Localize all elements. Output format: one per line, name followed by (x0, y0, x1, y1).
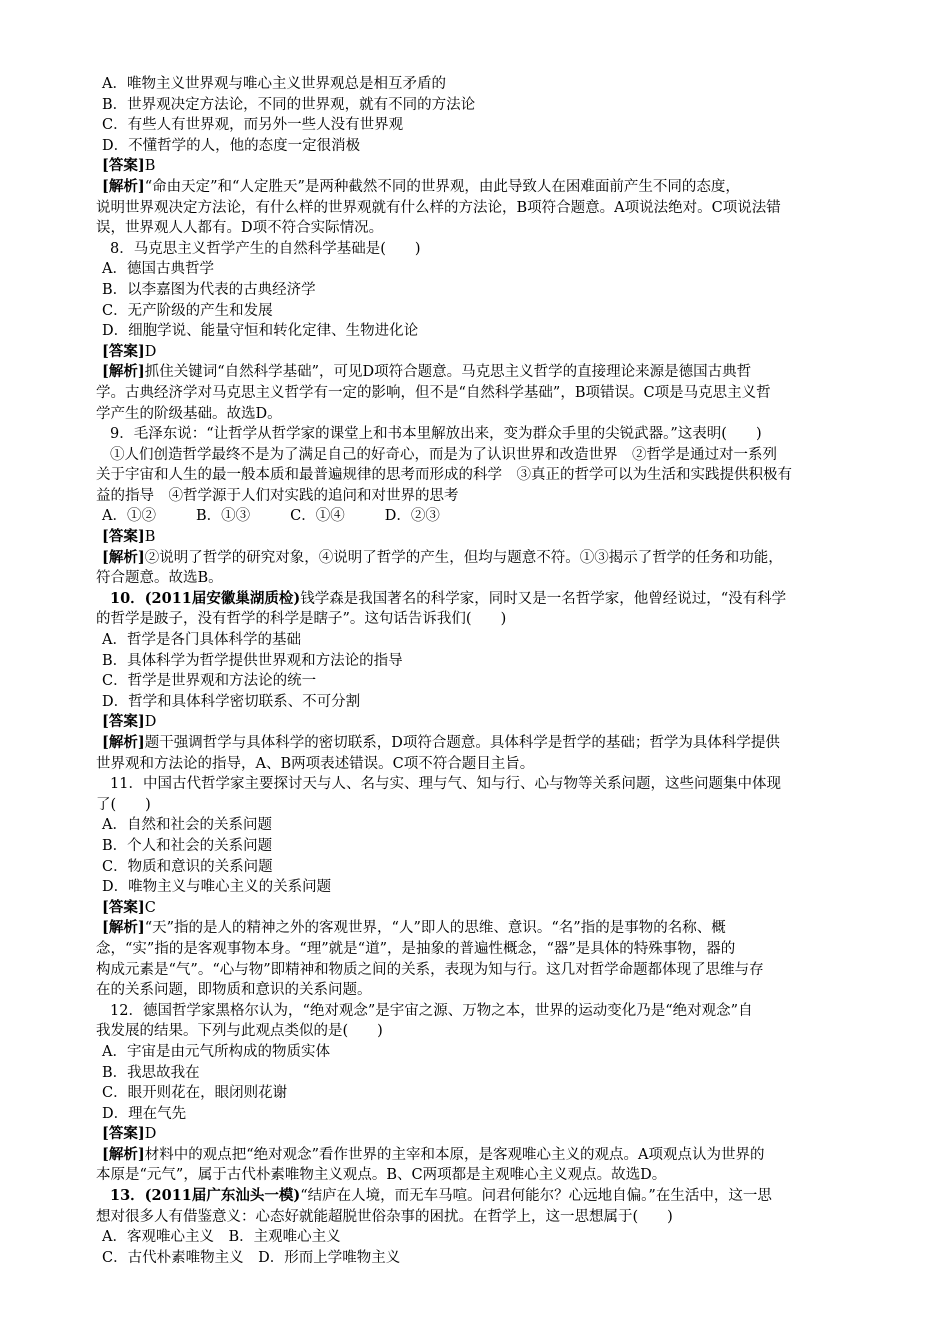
q7-option-a: A．唯物主义世界观与唯心主义世界观总是相互矛盾的 (102, 76, 446, 92)
q11-option-d: D．唯物主义与唯心主义的关系问题 (102, 879, 332, 896)
q10-source: 10．(2011届安徽巢湖质检) (110, 589, 301, 607)
q10-option-c: C．哲学是世界观和方法论的统一 (102, 673, 317, 690)
q11-option-a: A．自然和社会的关系问题 (102, 817, 272, 834)
analysis-tag: [解析] (102, 1145, 145, 1163)
q11-option-b: B．个人和社会的关系问题 (102, 837, 273, 854)
q7-analysis-line-3: 误，世界观人人都有。D项不符合实际情况。 (96, 220, 384, 237)
q8-option-c: C．无产阶级的产生和发展 (102, 302, 273, 319)
analysis-text: “命由天定”和“人定胜天”是两种截然不同的世界观，由此导致人在困难面前产生不同的态度， (144, 178, 740, 195)
q8-analysis-line-3: 学产生的阶级基础。故选D。 (96, 405, 282, 422)
answer-value: D (144, 1126, 157, 1143)
q10-option-b: B．具体科学为哲学提供世界观和方法论的指导 (102, 652, 403, 669)
q11-analysis-line-2: 念，“实”指的是客观事物本身。“理”就是“道”，是抽象的普遍性概念，“器”是具体的特殊事物，器的 (96, 940, 736, 957)
q12-option-a: A．宇宙是由元气所构成的物质实体 (102, 1043, 330, 1060)
q12-option-d: D．理在气先 (102, 1105, 187, 1122)
q10-stem-line-1 (96, 589, 886, 610)
q11-option-c: C．物质和意识的关系问题 (102, 858, 273, 875)
q13-stem-text: “结庐在人境，而无车马喧。问君何能尔？心远地自偏。”在生活中，这一思 (300, 1188, 772, 1205)
answer-tag: [答案] (102, 528, 145, 546)
analysis-tag: [解析] (102, 548, 145, 566)
q11-answer (96, 898, 886, 919)
answer-tag: [答案] (102, 1125, 145, 1143)
q7-answer (96, 156, 886, 177)
q12-option-c: C．眼开则花在，眼闭则花谢 (102, 1085, 288, 1102)
q7-analysis-line-1 (96, 177, 886, 198)
q11-analysis-line-3: 构成元素是“气”。“心与物”即精神和物质之间的关系，表现为知与行。这几对哲学命题都体现了思维与存 (96, 961, 764, 978)
q11-analysis-line-1 (96, 918, 886, 939)
answer-tag: [答案] (102, 342, 145, 360)
analysis-text: 抓住关键词“自然科学基础”，可见D项符合题意。马克思主义哲学的直接理论来源是德国古典哲 (144, 364, 752, 381)
q9-option-b: B．①③ (195, 508, 251, 525)
q10-option-d: D．哲学和具体科学密切联系、不可分割 (102, 693, 361, 710)
q10-analysis-line-1 (96, 733, 886, 754)
answer-tag: [答案] (102, 157, 145, 175)
answer-value: B (144, 529, 156, 546)
q13-options-row-2: C．古代朴素唯物主义 D．形而上学唯物主义 (102, 1249, 401, 1266)
q8-analysis-line-2: 学。古典经济学对马克思主义哲学有一定的影响，但不是“自然科学基础”，B项错误。C项是马克思主义哲 (96, 384, 771, 401)
analysis-tag: [解析] (102, 919, 145, 937)
q10-answer (96, 712, 886, 733)
q9-stem: 9．毛泽东说：“让哲学从哲学家的课堂上和书本里解放出来，变为群众手里的尖锐武器。”这表明( ) (110, 426, 762, 443)
answer-value: D (144, 714, 157, 731)
q11-stem-line-1: 11．中国古代哲学家主要探讨天与人、名与实、理与气、知与行、心与物等关系问题，这些问题集中体现 (110, 776, 781, 793)
q9-statements-line-2: 关于宇宙和人生的最一般本质和最普遍规律的思考而形成的科学 ③真正的哲学可以为生活和实践提供积极有 (96, 467, 792, 484)
q9-option-c: C．①④ (290, 508, 345, 525)
analysis-text: “天”指的是人的精神之外的客观世界，“人”即人的思维、意识。“名”指的是事物的名称、概 (144, 920, 726, 937)
q8-stem: 8．马克思主义哲学产生的自然科学基础是( ) (110, 240, 421, 257)
analysis-text: 题干强调哲学与具体科学的密切联系，D项符合题意。具体科学是哲学的基础；哲学为具体科学提供 (144, 735, 780, 751)
answer-tag: [答案] (102, 713, 145, 731)
q12-analysis-line-2: 本原是“元气”，属于古代朴素唯物主义观点。B、C两项都是主观唯心主义观点。故选D。 (96, 1167, 667, 1184)
q9-statements-line-1: ①人们创造哲学最终不是为了满足自己的好奇心，而是为了认识世界和改造世界 ②哲学是通过对一系列 (110, 446, 777, 463)
answer-value: B (144, 158, 156, 175)
q8-answer (96, 342, 886, 363)
analysis-tag: [解析] (102, 177, 145, 195)
q12-answer (96, 1124, 886, 1145)
q11-analysis-line-4: 在的关系问题，即物质和意识的关系问题。 (96, 982, 372, 999)
answer-value: C (144, 899, 156, 916)
q13-options-row-1: A．客观唯心主义 B．主观唯心主义 (102, 1229, 341, 1246)
q13-source: 13．(2011届广东汕头一模) (110, 1187, 301, 1205)
q11-stem-line-2: 了( ) (96, 796, 151, 813)
q10-stem-line-2: 的哲学是跛子，没有哲学的科学是瞎子”。这句话告诉我们( ) (96, 611, 507, 628)
q12-option-b: B．我思故我在 (102, 1064, 200, 1081)
document-page (96, 74, 886, 1268)
q12-stem-line-2: 我发展的结果。下列与此观点类似的是( ) (96, 1023, 383, 1040)
answer-value: D (144, 343, 157, 360)
q9-statements-line-3: 益的指导 ④哲学源于人们对实践的追问和对世界的思考 (96, 487, 459, 504)
q8-option-b: B．以李嘉图为代表的古典经济学 (102, 281, 316, 298)
q7-analysis-line-2: 说明世界观决定方法论，有什么样的世界观就有什么样的方法论，B项符合题意。A项说法绝对。C项说法错 (96, 199, 781, 216)
q13-stem-line-2: 想对很多人有借鉴意义：心态好就能超脱世俗杂事的困扰。在哲学上，这一思想属于( ) (96, 1208, 673, 1225)
q7-option-d: D．不懂哲学的人，他的态度一定很消极 (102, 137, 361, 154)
analysis-tag: [解析] (102, 734, 145, 751)
q10-option-a: A．哲学是各门具体科学的基础 (102, 632, 301, 649)
q8-analysis-line-1 (96, 362, 886, 383)
q9-option-d: D．②③ (384, 508, 440, 525)
q10-analysis-line-2: 世界观和方法论的指导，A、B两项表述错误。C项不符合题目主旨。 (96, 755, 535, 772)
analysis-tag: [解析] (102, 363, 145, 381)
q12-stem-line-1: 12．德国哲学家黑格尔认为，“绝对观念”是宇宙之源、万物之本，世界的运动变化乃是“绝对观念”自 (110, 1002, 753, 1019)
q13-stem-line-1 (96, 1186, 886, 1207)
q9-analysis-line-1 (96, 548, 886, 569)
q7-option-b: B．世界观决定方法论，不同的世界观，就有不同的方法论 (102, 96, 476, 113)
analysis-text: 材料中的观点把“绝对观念”看作世界的主宰和本原，是客观唯心主义的观点。A项观点认为世界的 (144, 1146, 765, 1163)
q9-options (96, 506, 886, 527)
q9-analysis-line-2: 符合题意。故选B。 (96, 570, 223, 587)
q9-option-a: A．①② (102, 508, 156, 525)
answer-tag: [答案] (102, 898, 145, 916)
q12-analysis-line-1 (96, 1145, 886, 1166)
q7-option-c: C．有些人有世界观，而另外一些人没有世界观 (102, 117, 404, 134)
q9-answer (96, 527, 886, 548)
q10-stem-text: 钱学森是我国著名的科学家，同时又是一名哲学家，他曾经说过，“没有科学 (300, 590, 787, 607)
analysis-text: ②说明了哲学的研究对象，④说明了哲学的产生，但均与题意不符。①③揭示了哲学的任务和功能， (144, 549, 783, 566)
q8-option-d: D．细胞学说、能量守恒和转化定律、生物进化论 (102, 323, 419, 340)
q8-option-a: A．德国古典哲学 (102, 261, 214, 278)
